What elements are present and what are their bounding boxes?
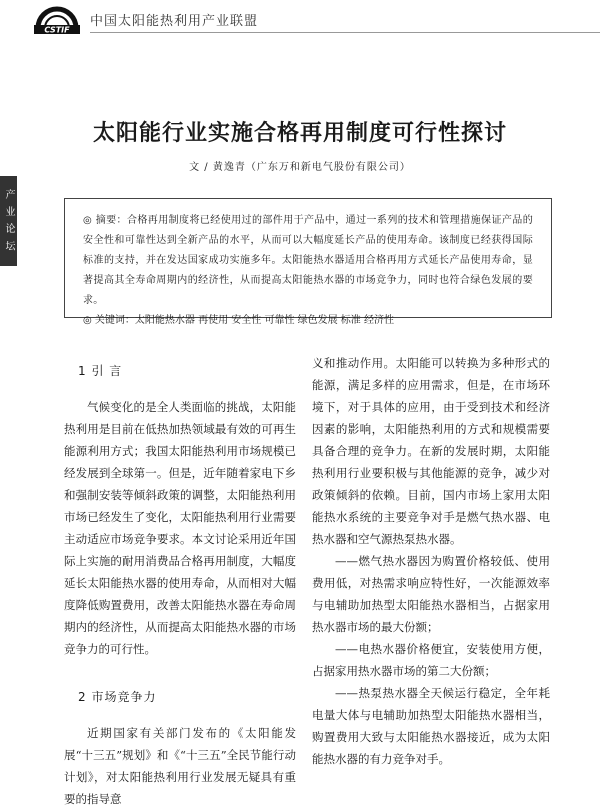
keywords-text: 太阳能热水器 再使用 安全性 可靠性 绿色发展 标准 经济性 [134, 315, 394, 326]
abstract-text: 合格再用制度将已经使用过的部件用于产品中，通过一系列的技术和管理措施保证产品的安全性和可靠性达到全新产品的水平，从而可以大幅度延长产品的使用寿命。该制度已经获得国际标准的支持，并在发达国家成功实施多年。太阳能热水器适用合格再用方式延长产品使用寿命，显著提高其全寿命周期内的经济性，从而提高太阳能热水器的市场竞争力，同时也符合绿色发展的要求。 [83, 215, 534, 306]
abstract-paragraph [83, 211, 533, 311]
competitiveness-paragraph: 近期国家有关部门发布的《太阳能发展“十三五”规划》和《“十三五”全民节能行动计划》，对太阳能热利用行业发展无疑具有重要的指导意 [64, 726, 296, 806]
abstract-label: ◎ 摘要： [83, 215, 127, 226]
abstract-box [64, 198, 552, 326]
logo-sun-icon [32, 8, 82, 34]
header-divider [90, 32, 600, 33]
article-title: 太阳能行业实施合格再用制度可行性探讨 [92, 120, 507, 146]
cstif-logo [32, 8, 82, 34]
section-heading-introduction: 1 引 言 [78, 364, 123, 378]
gas-heater-paragraph: ——燃气热水器因为购置价格较低、使用费用低，对热需求响应特性好，一次能源效率与电辅助加热型太阳能热水器相当，占据家用热水器市场的最大份额； [312, 554, 550, 634]
electric-heater-paragraph: ——电热水器价格便宜，安装使用方便，占据家用热水器市场的第二大份额； [312, 642, 550, 678]
right-paragraph-continued: 义和推动作用。太阳能可以转换为多种形式的能源，满足多样的应用需求，但是，在市场环境下，对于具体的应用，由于受到技术和经济因素的影响，太阳能热利用的方式和规模需要具备合理的竞争力。在新的发展时期，太阳能热利用行业要积极与其他能源的竞争，减少对政策倾斜的依赖。目前，国内市场上家用太阳能热水系统的主要竞争对手是燃气热水器、电热水器和空气源热泵热水器。 [312, 356, 550, 546]
logo-text: CSTIF [44, 25, 70, 35]
right-column [312, 352, 550, 770]
left-column [64, 352, 296, 810]
keywords-label: ◎ 关键词： [83, 315, 135, 326]
introduction-paragraph: 气候变化的是全人类面临的挑战，太阳能热利用是目前在低热加热领域最有效的可再生能源利用方式；我国太阳能热利用市场规模已经发展到全球第一。但是，近年随着家电下乡和强制安装等倾斜政策的调整，太阳能热利用市场已经发生了变化，太阳能热利用行业需要主动适应市场竞争要求。本文讨论采用近年国际上实施的耐用消费品合格再用制度，大幅度延长太阳能热水器的使用寿命，从而相对大幅度降低购置费用，改善太阳能热水器在寿命周期内的经济性，从而提高太阳能热水器的市场竞争力的可行性。 [64, 400, 296, 656]
side-section-tab: 产 业 论 坛 [0, 176, 17, 266]
section-heading-competitiveness: 2 市场竞争力 [78, 690, 157, 704]
org-name: 中国太阳能热利用产业联盟 [90, 14, 259, 29]
keywords-row [83, 311, 533, 331]
article-author: 文 / 黄逸青（广东万和新电气股份有限公司） [189, 162, 411, 173]
heat-pump-paragraph: ——热泵热水器全天候运行稳定，全年耗电量大体与电辅助加热型太阳能热水器相当，购置费用大致与太阳能热水器接近，成为太阳能热水器的有力竞争对手。 [312, 686, 550, 766]
page-header [10, 6, 590, 34]
